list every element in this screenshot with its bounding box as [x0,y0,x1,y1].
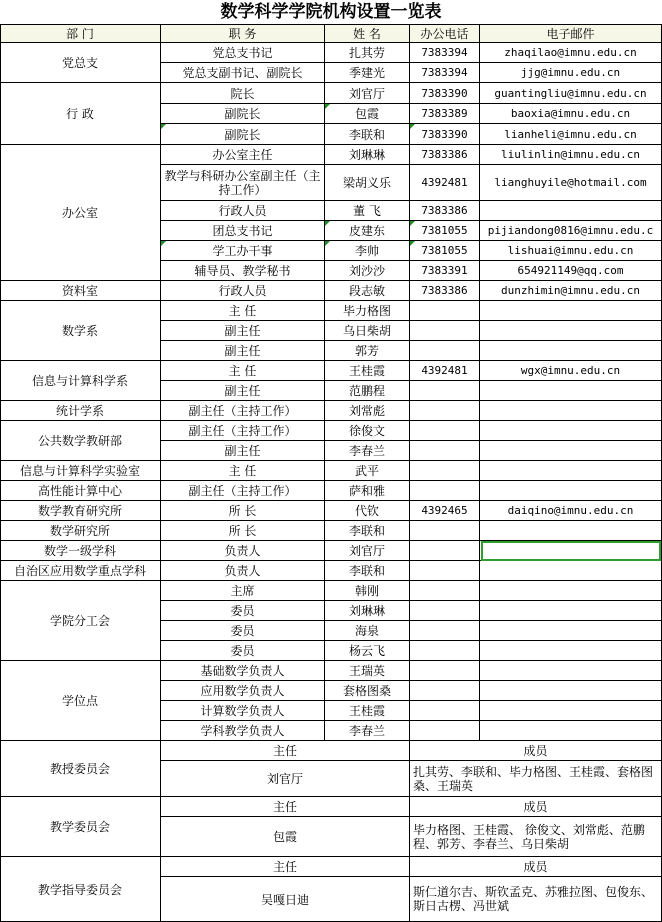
phone-cell[interactable] [410,681,480,701]
email-cell[interactable] [480,201,662,221]
phone-cell[interactable] [410,461,480,481]
dept-cell[interactable]: 统计学系 [0,401,161,421]
email-cell[interactable] [480,341,662,361]
phone-cell[interactable] [410,601,480,621]
post-cell[interactable]: 办公室主任 [161,145,325,165]
dept-cell[interactable]: 行 政 [0,83,161,145]
post-cell[interactable]: 院长 [161,83,325,104]
committee-chair-label: 主任 [161,741,410,761]
name-cell[interactable]: 梁胡义乐 [325,165,410,201]
name-cell[interactable]: 徐俊文 [325,421,410,441]
committee-members-label: 成员 [410,797,662,817]
dept-cell[interactable]: 自治区应用数学重点学科 [0,561,161,581]
name-cell[interactable]: 李帅 [325,241,410,261]
name-cell[interactable]: 乌日柴胡 [325,321,410,341]
email-cell[interactable] [480,581,662,601]
email-cell[interactable] [480,521,662,541]
phone-cell[interactable] [410,581,480,601]
committee-members-label: 成员 [410,741,662,761]
phone-cell[interactable]: 4392465 [410,501,480,521]
name-cell[interactable]: 李联和 [325,561,410,581]
post-cell[interactable]: 所 长 [161,521,325,541]
name-cell[interactable]: 代钦 [325,501,410,521]
dept-cell[interactable]: 学院分工会 [0,581,161,661]
name-cell[interactable]: 海泉 [325,621,410,641]
email-cell[interactable]: zhaqilao@imnu.edu.cn [480,43,662,63]
name-cell[interactable]: 包霞 [325,104,410,124]
post-cell[interactable]: 负责人 [161,561,325,581]
name-cell[interactable]: 季建光 [325,63,410,83]
email-cell[interactable] [480,721,662,741]
dept-cell[interactable]: 党总支 [0,43,161,83]
dept-cell[interactable]: 高性能计算中心 [0,481,161,501]
name-cell[interactable]: 李联和 [325,521,410,541]
post-cell[interactable]: 副主任 [161,381,325,401]
phone-cell[interactable] [410,641,480,661]
name-cell[interactable]: 刘琳琳 [325,601,410,621]
post-cell[interactable]: 辅导员、教学秘书 [161,261,325,281]
phone-cell[interactable] [410,541,480,561]
name-cell[interactable]: 刘常彪 [325,401,410,421]
post-cell[interactable]: 委员 [161,601,325,621]
dept-cell[interactable]: 学位点 [0,661,161,741]
phone-cell[interactable]: 7383386 [410,281,480,301]
email-cell[interactable]: daiqino@imnu.edu.cn [480,501,662,521]
committee-chair[interactable]: 包霞 [161,817,410,857]
phone-cell[interactable] [410,521,480,541]
post-cell[interactable]: 副主任（主持工作） [161,481,325,501]
email-cell[interactable] [480,381,662,401]
email-cell[interactable]: liulinlin@imnu.edu.cn [480,145,662,165]
header-email: 电子邮件 [480,24,662,43]
dept-cell[interactable]: 数学教育研究所 [0,501,161,521]
post-cell[interactable]: 副院长 [161,124,325,145]
committee-chair[interactable]: 吴嘎日迪 [161,877,410,922]
email-cell[interactable] [480,621,662,641]
phone-cell[interactable] [410,701,480,721]
phone-cell[interactable]: 7383390 [410,124,480,145]
dept-cell[interactable]: 数学一级学科 [0,541,161,561]
header-name: 姓 名 [325,24,410,43]
phone-cell[interactable] [410,401,480,421]
post-cell[interactable]: 副主任 [161,441,325,461]
name-cell[interactable]: 王桂霞 [325,701,410,721]
phone-cell[interactable] [410,321,480,341]
name-cell[interactable]: 范鹏程 [325,381,410,401]
post-cell[interactable]: 主席 [161,581,325,601]
post-cell[interactable]: 计算数学负责人 [161,701,325,721]
email-cell[interactable]: lishuai@imnu.edu.cn [480,241,662,261]
post-cell[interactable]: 行政人员 [161,281,325,301]
name-cell[interactable]: 刘琳琳 [325,145,410,165]
email-cell[interactable]: guantingliu@imnu.edu.cn [480,83,662,104]
phone-cell[interactable]: 7383391 [410,261,480,281]
post-cell[interactable]: 基础数学负责人 [161,661,325,681]
phone-cell[interactable] [410,481,480,501]
committee-members[interactable]: 斯仁道尔吉、斯钦孟克、苏雅拉图、包俊东、斯日古楞、冯世斌 [410,877,662,922]
committee-members[interactable]: 毕力格图、王桂霞、 徐俊文、刘常彪、范鹏程、郭芳、李春兰、乌日柴胡 [410,817,662,857]
email-cell[interactable] [480,681,662,701]
phone-cell[interactable]: 7381055 [410,221,480,241]
phone-cell[interactable]: 7383394 [410,63,480,83]
phone-cell[interactable] [410,561,480,581]
name-cell[interactable]: 李联和 [325,124,410,145]
phone-cell[interactable]: 7383389 [410,104,480,124]
email-cell[interactable] [480,401,662,421]
selected-cell[interactable] [481,541,661,561]
committee-members[interactable]: 扎其劳、李联和、毕力格图、王桂霞、套格图桑、王瑞英 [410,761,662,797]
post-cell[interactable]: 学工办干事 [161,241,325,261]
dept-cell[interactable]: 教授委员会 [0,741,161,797]
name-cell[interactable]: 郭芳 [325,341,410,361]
email-cell[interactable] [480,321,662,341]
name-cell[interactable]: 套格图桑 [325,681,410,701]
dept-cell[interactable]: 数学研究所 [0,521,161,541]
phone-cell[interactable] [410,341,480,361]
post-cell[interactable]: 委员 [161,641,325,661]
post-cell[interactable]: 副主任 [161,321,325,341]
post-cell[interactable]: 负责人 [161,541,325,561]
post-cell[interactable]: 团总支书记 [161,221,325,241]
dept-cell[interactable]: 办公室 [0,145,161,281]
committee-chair-label: 主任 [161,797,410,817]
name-cell[interactable]: 李春兰 [325,441,410,461]
dept-cell[interactable]: 数学系 [0,301,161,361]
name-cell[interactable]: 段志敏 [325,281,410,301]
post-cell[interactable]: 行政人员 [161,201,325,221]
phone-cell[interactable] [410,721,480,741]
email-cell[interactable] [480,461,662,481]
post-cell[interactable]: 主 任 [161,361,325,381]
name-cell[interactable]: 毕力格图 [325,301,410,321]
post-cell[interactable]: 党总支副书记、副院长 [161,63,325,83]
phone-cell[interactable] [410,301,480,321]
email-cell[interactable] [480,601,662,621]
phone-cell[interactable]: 7383386 [410,145,480,165]
page-title: 数学科学学院机构设置一览表 [220,2,442,22]
phone-cell[interactable] [410,441,480,461]
email-cell[interactable] [480,481,662,501]
dept-cell[interactable]: 信息与计算科学系 [0,361,161,401]
post-cell[interactable]: 学科教学负责人 [161,721,325,741]
email-cell[interactable]: baoxia@imnu.edu.cn [480,104,662,124]
post-cell[interactable]: 副主任（主持工作） [161,421,325,441]
email-cell[interactable]: 654921149@qq.com [480,261,662,281]
name-cell[interactable]: 萨和雅 [325,481,410,501]
post-cell[interactable]: 主 任 [161,461,325,481]
dept-cell[interactable]: 公共数学教研部 [0,421,161,461]
post-cell[interactable]: 副院长 [161,104,325,124]
email-cell[interactable]: pijiandong0816@imnu.edu.c [480,221,662,241]
name-cell[interactable]: 王桂霞 [325,361,410,381]
phone-cell[interactable]: 4392481 [410,361,480,381]
name-cell[interactable]: 皮建东 [325,221,410,241]
header-phone: 办公电话 [410,24,480,43]
committee-members-label: 成员 [410,857,662,877]
email-cell[interactable] [480,301,662,321]
post-cell[interactable]: 党总支书记 [161,43,325,63]
dept-cell[interactable]: 教学委员会 [0,797,161,857]
post-cell[interactable]: 应用数学负责人 [161,681,325,701]
post-cell[interactable]: 副主任 [161,341,325,361]
name-cell[interactable]: 扎其劳 [325,43,410,63]
email-cell[interactable]: dunzhimin@imnu.edu.cn [480,281,662,301]
post-cell[interactable]: 所 长 [161,501,325,521]
email-cell[interactable] [480,641,662,661]
post-cell[interactable]: 副主任（主持工作） [161,401,325,421]
post-cell[interactable]: 委员 [161,621,325,641]
email-cell[interactable]: lianghuyile@hotmail.com [480,165,662,201]
phone-cell[interactable]: 7381055 [410,241,480,261]
dept-cell[interactable]: 资料室 [0,281,161,301]
phone-cell[interactable]: 7383386 [410,201,480,221]
name-cell[interactable]: 董 飞 [325,201,410,221]
dept-cell[interactable]: 信息与计算科学实验室 [0,461,161,481]
phone-cell[interactable] [410,621,480,641]
phone-cell[interactable] [410,661,480,681]
post-cell[interactable]: 教学与科研办公室副主任（主持工作） [161,165,325,201]
email-cell[interactable] [480,421,662,441]
post-cell[interactable]: 主 任 [161,301,325,321]
committee-chair[interactable]: 刘官厅 [161,761,410,797]
email-cell[interactable] [480,441,662,461]
email-cell[interactable] [480,701,662,721]
phone-cell[interactable]: 7383390 [410,83,480,104]
header-dept: 部 门 [0,24,161,43]
name-cell[interactable]: 刘官厅 [325,83,410,104]
name-cell[interactable]: 王瑞英 [325,661,410,681]
name-cell[interactable]: 杨云飞 [325,641,410,661]
phone-cell[interactable]: 7383394 [410,43,480,63]
email-cell[interactable]: lianheli@imnu.edu.cn [480,124,662,145]
email-cell[interactable]: wgx@imnu.edu.cn [480,361,662,381]
name-cell[interactable]: 刘沙沙 [325,261,410,281]
name-cell[interactable]: 李春兰 [325,721,410,741]
name-cell[interactable]: 刘官厅 [325,541,410,561]
phone-cell[interactable]: 4392481 [410,165,480,201]
email-cell[interactable] [480,661,662,681]
name-cell[interactable]: 武平 [325,461,410,481]
phone-cell[interactable] [410,381,480,401]
committee-chair-label: 主任 [161,857,410,877]
phone-cell[interactable] [410,421,480,441]
name-cell[interactable]: 韩刚 [325,581,410,601]
header-post: 职 务 [161,24,325,43]
email-cell[interactable] [480,561,662,581]
email-cell[interactable]: jjg@imnu.edu.cn [480,63,662,83]
dept-cell[interactable]: 教学指导委员会 [0,857,161,922]
